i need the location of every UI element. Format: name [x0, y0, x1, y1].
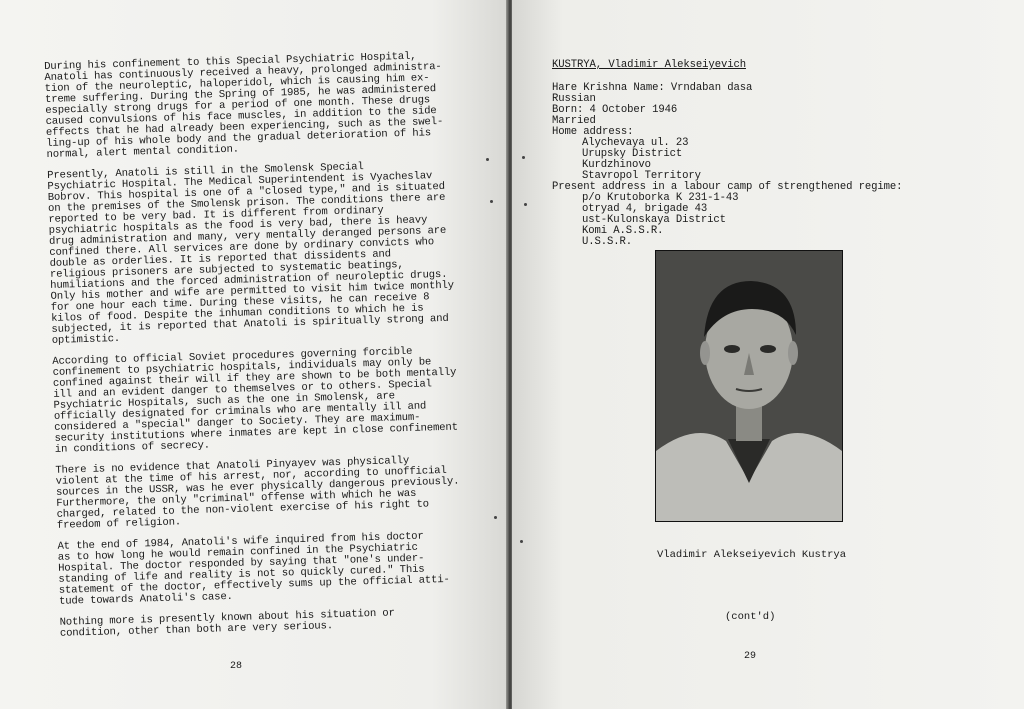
portrait-image: [656, 251, 842, 521]
detail-line: Urupsky District: [582, 148, 683, 160]
detail-line: Russian: [552, 93, 596, 105]
right-page: [512, 0, 1024, 709]
detail-line: Married: [552, 115, 596, 127]
paragraph-3: According to official Soviet procedures governing forcible confinement to psychiatric hospitals, individuals may only be confined against their will if they are shown to be both mentally ill and an evident danger to themselves or to others. Special Psychiatric Hospitals, such as the one in Smolensk, are officially designated for criminals who are mentally ill and considered a "special" danger to Society. They are maximum- security institutions where inmates are kept in close confinement in conditions of secrecy.: [52, 345, 459, 456]
detail-line: p/o Krutoborka K 231-1-43: [582, 192, 739, 204]
right-page-text: [552, 60, 992, 248]
detail-line: Komi A.S.S.R.: [582, 225, 664, 237]
detail-line: Home address:: [552, 126, 634, 138]
paragraph-6: Nothing more is presently known about his situation or condition, other than both are very serious.: [59, 607, 395, 640]
detail-line: ust-Kulonskaya District: [582, 214, 726, 226]
detail-line: Kurdzhinovo: [582, 159, 651, 171]
detail-line: Present address in a labour camp of strengthened regime:: [552, 181, 903, 193]
left-page-text: [44, 51, 470, 650]
photo-caption: Vladimir Alekseiyevich Kustrya: [657, 549, 847, 561]
portrait-photo: [655, 250, 843, 522]
paragraph-5: At the end of 1984, Anatoli's wife inquired from his doctor as to how long he would remain confined in the Psychiatric Hospital. The doctor responded by saying that "one's under- standing of life and reality is not so quickly cured." This statement of the doctor, effectively sums up the official atti- tude towards Anatoli's case.: [57, 530, 450, 608]
left-page: [0, 0, 508, 709]
right-page-number: 29: [744, 651, 757, 662]
scan-speck: [486, 158, 489, 161]
scan-speck: [520, 540, 523, 543]
scan-speck: [524, 203, 527, 206]
detail-line: Stavropol Territory: [582, 170, 701, 182]
left-page-number: 28: [230, 661, 243, 672]
detail-line: otryad 4, brigade 43: [582, 203, 708, 215]
paragraph-4: There is no evidence that Anatoli Pinyayev was physically violent at the time of his arrest, nor, according to unofficial sources in the USSR, was he ever physically dangerous previously. Furthermore, the only "criminal" offense with which he was charged, related to the non-violent exercise of his right to freedom of religion.: [55, 454, 460, 532]
scan-speck: [494, 516, 497, 519]
detail-line: U.S.S.R.: [582, 236, 633, 248]
person-heading: KUSTRYA, Vladimir Alekseiyevich: [552, 59, 746, 71]
scan-speck: [490, 200, 493, 203]
paragraph-2: Presently, Anatoli is still in the Smolensk Special Psychiatric Hospital. The Medical Superintendent is Vyacheslav Bobrov. This hospital is one of a "closed type," and is situated on the premises of the Smolensk prison. The conditions there are reported to be very bad. It is different from ordinary psychiatric hospitals as the food is very bad, there is heavy drug administration and many, very mentally deranged persons are confined there. All services are done by ordinary convicts who double as orderlies. It is reported that dissidents and religious prisoners are subjected to systematic beatings, humiliations and the forced administration of neuroleptic drugs. Only his mother and wife are permitted to visit him twice monthly for one hour each time. During these visits, he can receive 8 kilos of food. Despite the inhuman conditions to which he is subjected, it is reported that Anatoli is spiritually strong and optimistic.: [47, 161, 455, 347]
detail-line: Born: 4 October 1946: [552, 104, 678, 116]
detail-line: Hare Krishna Name: Vrndaban dasa: [552, 82, 753, 94]
person-details: [552, 83, 992, 248]
continued-note: (cont'd): [725, 611, 776, 623]
detail-line: Alychevaya ul. 23: [582, 137, 689, 149]
scan-speck: [522, 156, 525, 159]
paragraph-1: During his confinement to this Special Psychiatric Hospital, Anatoli has continuously received a heavy, prolonged administra- tion of the neuroleptic, haloperidol, which is causing him ex- treme suffering. During the Spring of 1985, he was administered especially strong drugs for a period of one month. These drugs caused convulsions of his face muscles, in addition to the side effects that he had already been experiencing, such as the swel- ling-up of his whole body and the gradual deterioration of his normal, alert mental condition.: [43, 50, 444, 161]
